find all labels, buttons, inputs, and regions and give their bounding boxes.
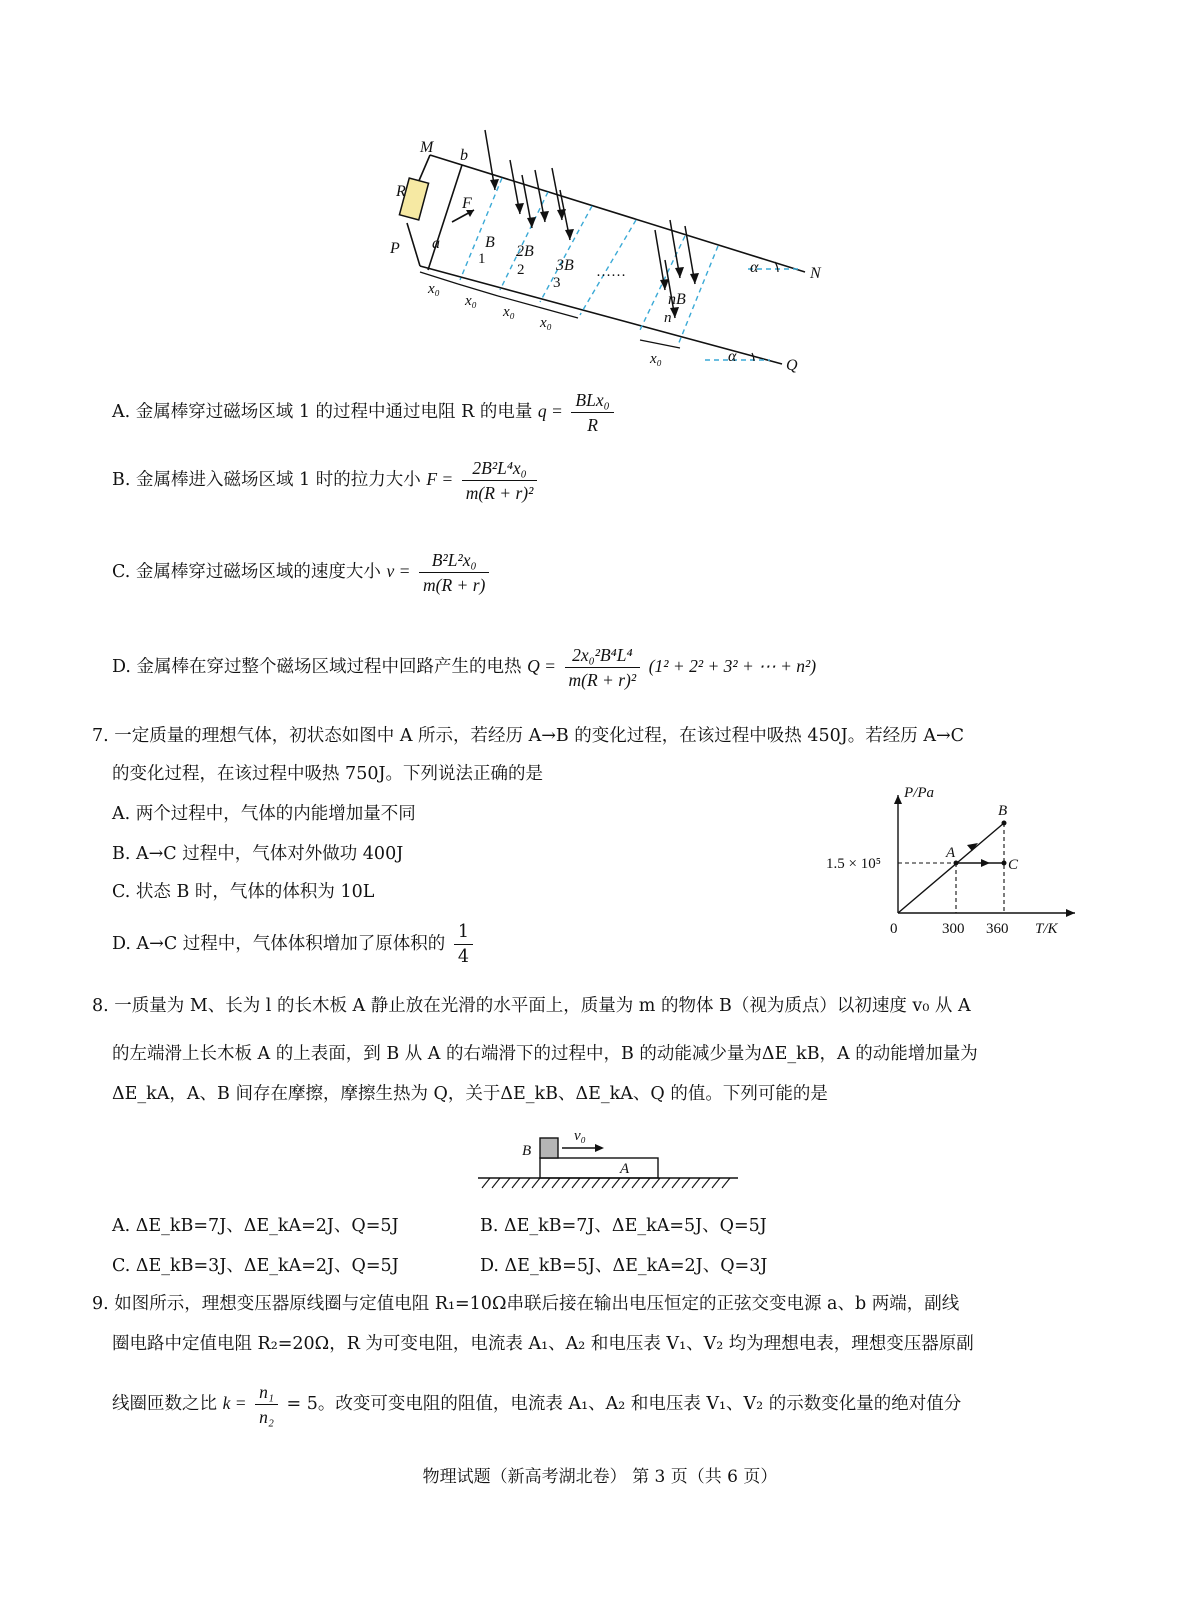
q8-stem-3: ΔE_kA，A、B 间存在摩擦，摩擦生热为 Q，关于ΔE_kB、ΔE_kA、Q 的值。下列可能的是: [112, 1084, 828, 1104]
field-index-n: n: [664, 310, 672, 326]
graph-point-A: A: [946, 845, 956, 861]
field-index-3: 3: [553, 275, 561, 291]
q8-option-C: C. ΔE_kB=3J、ΔE_kA=2J、Q=5J: [112, 1256, 399, 1276]
q6-option-D: D. 金属棒在穿过整个磁场区域过程中回路产生的电热 Q = $\frac{\text{2x₀²B⁴L⁴}}{\text{m(R + r)²}}$ (1² + 2² + 3² + ⋯ + n²): [112, 645, 817, 690]
label-P: P: [390, 240, 400, 257]
rails-magnetic-field-figure: [0, 0, 1200, 380]
q8-stem-1: 8. 一质量为 M、长为 l 的长木板 A 静止放在光滑的水平面上，质量为 m 的物体 B（视为质点）以初速度 v₀ 从 A: [92, 996, 971, 1016]
field-index-2: 2: [517, 262, 525, 278]
label-R: R: [396, 183, 406, 200]
field-label-B: B: [485, 234, 495, 251]
label-F: F: [462, 195, 472, 212]
q6-option-C: C. 金属棒穿过磁场区域的速度大小 v = $\frac{\text{B²L²x₀}}{m(R + r)}$: [112, 548, 492, 597]
graph-point-C: C: [1008, 857, 1019, 873]
fig8-label-v0: v₀: [574, 1128, 586, 1144]
fig8-label-B: B: [522, 1143, 532, 1159]
q6-A-fraction: $\frac{\text{BLx₀}}{R}$: [571, 388, 613, 437]
q7-stem-1: 7. 一定质量的理想气体，初状态如图中 A 所示，若经历 A→B 的变化过程，在该过程中吸热 450J。若经历 A→C: [92, 726, 965, 746]
graph-xtick-360: 360: [986, 921, 1009, 937]
x0-label-2: x₀: [465, 293, 477, 309]
q9-stem-2: 圈电路中定值电阻 R₂=20Ω，R 为可变电阻，电流表 A₁、A₂ 和电压表 V₁、V₂ 均为理想电表，理想变压器原副: [112, 1334, 974, 1354]
x0-label-5: x₀: [650, 351, 662, 367]
q6-B-fraction: $\frac{\text{2B²L⁴x₀}}{\text{m(R + r)²}}$: [462, 456, 538, 505]
label-a: a: [432, 235, 440, 252]
graph-point-B: B: [998, 803, 1008, 819]
graph-origin: 0: [890, 921, 898, 937]
label-Q: Q: [786, 357, 798, 374]
label-alpha-2: α: [728, 348, 737, 365]
q9-stem-3: 线圈匝数之比 k = $\frac{\text{n₁}}{\text{n₂}}$ = 5。改变可变电阻的阻值，电流表 A₁、A₂ 和电压表 V₁、V₂ 的示数变化量的绝对值分: [112, 1382, 962, 1427]
pressure-temperature-graph: [820, 785, 1080, 945]
q6-D-fraction: $\frac{\text{2x₀²B⁴L⁴}}{\text{m(R + r)²}}$: [565, 643, 641, 692]
graph-xlabel: T/K: [1035, 921, 1058, 937]
label-b: b: [460, 147, 468, 164]
q7-option-B: B. A→C 过程中，气体对外做功 400J: [112, 844, 404, 864]
label-M: M: [420, 139, 434, 156]
q6-option-A: A. 金属棒穿过磁场区域 1 的过程中通过电阻 R 的电量 q = $\frac{\text{BLx₀}}{R}$: [112, 388, 617, 437]
q8-option-D: D. ΔE_kB=5J、ΔE_kA=2J、Q=3J: [480, 1256, 768, 1276]
q7-stem-2: 的变化过程，在该过程中吸热 750J。下列说法正确的是: [112, 764, 543, 784]
graph-xtick-300: 300: [942, 921, 965, 937]
label-N: N: [810, 265, 821, 282]
q9-ratio-fraction: $\frac{\text{n₁}}{\text{n₂}}$: [255, 1380, 278, 1429]
ellipsis: ……: [596, 264, 626, 280]
graph-ylabel: P/Pa: [904, 785, 934, 801]
q7-option-C: C. 状态 B 时，气体的体积为 10L: [112, 882, 375, 902]
q7-D-fraction: $\frac{1}{4}$: [454, 920, 473, 969]
field-label-nB: nB: [668, 291, 686, 308]
x0-label-3: x₀: [503, 304, 515, 320]
x0-label-4: x₀: [540, 315, 552, 331]
field-label-3B: 3B: [556, 257, 574, 274]
block-on-board-figure: [470, 1120, 750, 1190]
q9-stem-1: 9. 如图所示，理想变压器原线圈与定值电阻 R₁=10Ω串联后接在输出电压恒定的正弦交变电源 a、b 两端，副线: [92, 1294, 960, 1314]
q7-option-A: A. 两个过程中，气体的内能增加量不同: [112, 804, 416, 824]
field-index-1: 1: [478, 251, 486, 267]
label-alpha-1: α: [750, 259, 759, 276]
q6-option-B: B. 金属棒进入磁场区域 1 时的拉力大小 F = $\frac{\text{2B²L⁴x₀}}{\text{m(R + r)²}}$: [112, 456, 540, 505]
x0-label-1: x₀: [428, 281, 440, 297]
field-label-2B: 2B: [516, 243, 534, 260]
q6-C-fraction: $\frac{\text{B²L²x₀}}{m(R + r)}$: [419, 548, 489, 597]
q7-option-D: D. A→C 过程中，气体体积增加了原体积的 $\frac{1}{4}$: [112, 920, 476, 969]
page-footer: 物理试题（新高考湖北卷） 第 3 页（共 6 页）: [422, 1467, 778, 1487]
fig8-label-A: A: [620, 1161, 630, 1177]
q8-option-B: B. ΔE_kB=7J、ΔE_kA=5J、Q=5J: [480, 1216, 767, 1236]
q8-stem-2: 的左端滑上长木板 A 的上表面，到 B 从 A 的右端滑下的过程中，B 的动能减少量为ΔE_kB，A 的动能增加量为: [112, 1044, 978, 1064]
q8-option-A: A. ΔE_kB=7J、ΔE_kA=2J、Q=5J: [112, 1216, 399, 1236]
graph-ytick: 1.5 × 10⁵: [826, 856, 881, 872]
